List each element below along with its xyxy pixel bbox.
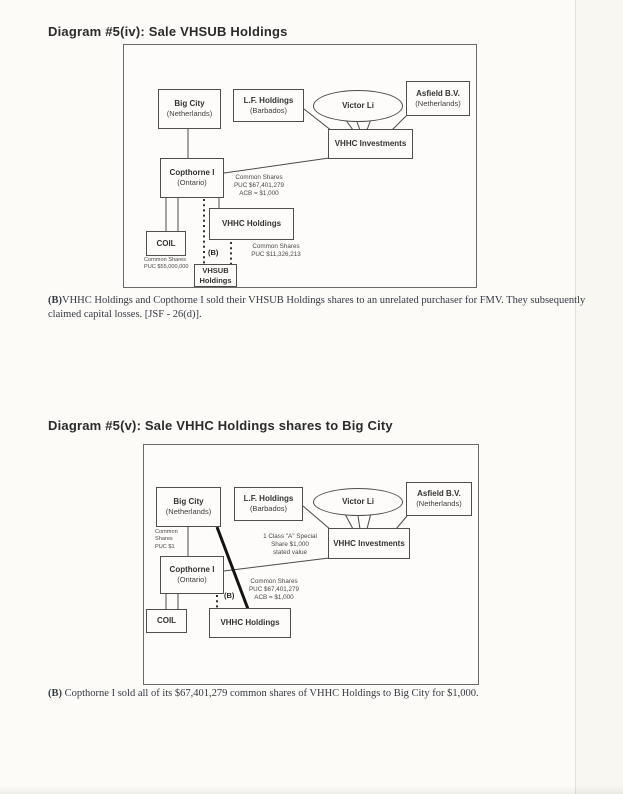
label-copthorne-shares: Common Shares PUC $67,401,279 ACB = $1,000 (233, 174, 285, 198)
scan-edge-line (575, 0, 576, 794)
node-asfield (406, 81, 470, 116)
diagram1-caption (48, 294, 597, 321)
node-asfield (406, 482, 472, 516)
node-copthorne (160, 556, 224, 594)
node-label: VHHC Investments (334, 139, 407, 148)
node-victor-li (313, 90, 403, 122)
node-label: Asfield B.V. (417, 489, 461, 499)
node-vhhc-investments (328, 528, 410, 559)
label-b-marker: (B) (208, 248, 219, 257)
node-sublabel: (Netherlands) (165, 507, 212, 517)
node-label: L.F. Holdings (243, 95, 294, 105)
caption-b-prefix: (B) (48, 295, 62, 306)
node-label: VHHC Investments (333, 538, 405, 548)
scan-bottom-shadow (0, 786, 623, 794)
diagram2-title: Diagram #5(v): Sale VHHC Holdings shares to Big City (48, 418, 393, 433)
caption-b-prefix: (B) (48, 688, 62, 699)
node-vhhc-holdings (209, 608, 291, 638)
node-label: COIL (156, 238, 176, 248)
node-label: Copthorne I (169, 565, 215, 575)
node-sublabel: (Netherlands) (166, 109, 213, 119)
node-vhhc-holdings (209, 208, 294, 240)
label-coil-shares: Common Shares PUC $55,000,000 (144, 257, 189, 271)
node-big-city (156, 487, 221, 527)
node-sublabel: (Barbados) (249, 105, 288, 115)
label-copthorne-shares: Common Shares PUC $67,401,279 ACB = $1,000 (248, 578, 300, 602)
node-big-city (158, 89, 221, 129)
node-vhsub-holdings (194, 264, 237, 287)
diagram2-canvas (143, 444, 479, 685)
caption-text: VHHC Holdings and Copthorne I sold their VHSUB Holdings shares to an unrelated purchaser for FMV. They subsequently claimed capital losses. [JSF - 26(d)]. (48, 295, 586, 320)
node-label: Copthorne I (169, 168, 215, 178)
caption-text: Copthorne I sold all of its $67,401,279 common shares of VHHC Holdings to Big City for $1,000. (62, 688, 479, 699)
node-label: L.F. Holdings (243, 494, 294, 504)
node-label: Asfield B.V. (416, 88, 460, 98)
label-big-city-shares: Common Shares PUC $1 (155, 529, 178, 550)
node-label: VHSUB (202, 266, 229, 276)
node-lf-holdings (234, 487, 303, 521)
node-sublabel: (Barbados) (249, 504, 288, 514)
diagram1-canvas (123, 44, 477, 288)
node-sublabel: (Netherlands) (416, 499, 462, 509)
node-sublabel: (Ontario) (177, 575, 207, 585)
node-label: COIL (156, 616, 177, 625)
label-vhhc-shares: Common Shares PUC $11,326,213 (251, 243, 301, 259)
node-label: Victor Li (342, 101, 374, 110)
node-label: Big City (174, 99, 205, 109)
node-coil (146, 609, 187, 633)
node-label: VHHC Holdings (221, 219, 282, 228)
node-sublabel: (Ontario) (177, 178, 207, 188)
node-label: VHHC Holdings (220, 618, 280, 627)
diagram1-title: Diagram #5(iv): Sale VHSUB Holdings (48, 24, 288, 39)
diagram2-caption (48, 687, 597, 701)
label-special-share: 1 Class "A" Special Share $1,000 stated value (263, 533, 317, 557)
scan-edge-area (576, 0, 623, 794)
node-sublabel: (Netherlands) (415, 98, 461, 108)
node-label: Big City (173, 497, 204, 507)
label-b-marker: (B) (224, 591, 235, 600)
node-lf-holdings (233, 89, 304, 122)
node-vhhc-investments (328, 129, 413, 159)
node-copthorne (160, 158, 224, 198)
node-label: Victor Li (342, 497, 374, 506)
node-victor-li (313, 488, 403, 516)
node-coil (146, 231, 186, 256)
node-label: Holdings (199, 275, 232, 285)
